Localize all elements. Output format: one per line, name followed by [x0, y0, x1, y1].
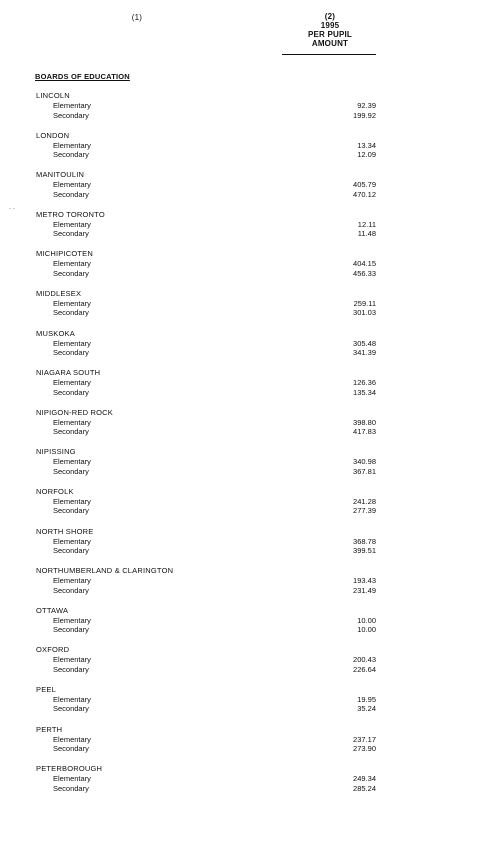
board-entry	[0, 131, 488, 171]
board-row	[53, 308, 488, 317]
per-pupil-amount: 12.11	[357, 219, 376, 229]
board-entry	[0, 368, 488, 408]
board-row	[53, 744, 488, 753]
row-label: Elementary	[53, 298, 91, 308]
row-label: Secondary	[53, 189, 89, 199]
board-row	[53, 190, 488, 199]
header-underline	[282, 54, 376, 55]
per-pupil-amount: 367.81	[353, 466, 376, 476]
board-name: OXFORD	[36, 645, 70, 655]
per-pupil-amount: 126.36	[353, 378, 376, 388]
board-name: NORTH SHORE	[36, 526, 94, 536]
per-pupil-amount: 231.49	[353, 585, 376, 595]
board-entry	[0, 645, 488, 685]
per-pupil-amount: 237.17	[353, 734, 376, 744]
per-pupil-amount: 193.43	[353, 576, 376, 586]
board-row	[53, 576, 488, 585]
row-label: Secondary	[53, 585, 89, 595]
board-row	[53, 299, 488, 308]
per-pupil-amount: 11.48	[357, 229, 376, 239]
board-name: PERTH	[36, 724, 63, 734]
row-label: Elementary	[53, 496, 91, 506]
column-2-year: 1995	[320, 21, 340, 30]
board-row	[53, 220, 488, 229]
board-row	[53, 229, 488, 238]
board-name: LONDON	[36, 130, 70, 140]
board-row	[53, 467, 488, 476]
board-entry	[0, 606, 488, 646]
row-label: Elementary	[53, 615, 91, 625]
board-name: MUSKOKA	[36, 328, 75, 338]
board-entry	[0, 527, 488, 567]
per-pupil-amount: 417.83	[353, 427, 376, 437]
board-entry	[0, 487, 488, 527]
board-name: PETERBOROUGH	[36, 764, 103, 774]
per-pupil-amount: 470.12	[353, 189, 376, 199]
per-pupil-amount: 405.79	[353, 180, 376, 190]
row-label: Elementary	[53, 457, 91, 467]
board-row	[53, 655, 488, 664]
per-pupil-amount: 135.34	[353, 387, 376, 397]
row-label: Secondary	[53, 744, 89, 753]
board-row	[53, 497, 488, 506]
board-entry	[0, 210, 488, 250]
board-row	[53, 339, 488, 348]
per-pupil-amount: 285.24	[353, 783, 376, 793]
board-row	[53, 704, 488, 713]
board-entry	[0, 447, 488, 487]
row-label: Elementary	[53, 774, 91, 784]
row-label: Secondary	[53, 308, 89, 318]
row-label: Elementary	[53, 417, 91, 427]
row-label: Elementary	[53, 536, 91, 546]
row-label: Secondary	[53, 466, 89, 476]
row-label: Secondary	[53, 704, 89, 714]
per-pupil-amount: 273.90	[353, 744, 376, 753]
board-name: NIPISSING	[36, 447, 76, 457]
column-2-header	[300, 12, 360, 48]
per-pupil-amount: 399.51	[353, 546, 376, 556]
per-pupil-amount: 199.92	[353, 110, 376, 120]
row-label: Secondary	[53, 229, 89, 239]
per-pupil-amount: 12.09	[357, 150, 376, 160]
per-pupil-amount: 249.34	[353, 774, 376, 784]
per-pupil-amount: 301.03	[353, 308, 376, 318]
board-name: NIPIGON-RED ROCK	[36, 407, 113, 417]
board-row	[53, 546, 488, 555]
board-row	[53, 506, 488, 515]
board-row	[53, 457, 488, 466]
row-label: Elementary	[53, 734, 91, 744]
row-label: Elementary	[53, 576, 91, 586]
per-pupil-amount: 259.11	[353, 298, 376, 308]
per-pupil-amount: 456.33	[353, 268, 376, 278]
board-entry	[0, 329, 488, 369]
board-row	[53, 537, 488, 546]
per-pupil-amount: 10.00	[357, 625, 376, 635]
boards-list	[0, 91, 488, 804]
board-entry	[0, 170, 488, 210]
board-name: OTTAWA	[36, 605, 69, 615]
board-entry	[0, 764, 488, 804]
board-row	[53, 735, 488, 744]
row-label: Elementary	[53, 655, 91, 665]
board-row	[53, 141, 488, 150]
row-label: Elementary	[53, 101, 91, 110]
row-label: Secondary	[53, 110, 89, 120]
column-1-header: (1)	[131, 13, 143, 22]
row-label: Elementary	[53, 180, 91, 190]
per-pupil-amount: 35.24	[357, 704, 376, 714]
row-label: Secondary	[53, 506, 89, 516]
row-label: Elementary	[53, 219, 91, 229]
row-label: Secondary	[53, 427, 89, 437]
board-row	[53, 269, 488, 278]
per-pupil-amount: 277.39	[353, 506, 376, 516]
board-row	[53, 586, 488, 595]
board-entry	[0, 91, 488, 131]
board-entry	[0, 408, 488, 448]
board-row	[53, 695, 488, 704]
board-row	[53, 784, 488, 793]
per-pupil-amount: 92.39	[357, 101, 376, 110]
board-row	[53, 101, 488, 110]
board-name: METRO TORONTO	[36, 209, 105, 219]
per-pupil-amount: 404.15	[353, 259, 376, 269]
board-row	[53, 774, 488, 783]
per-pupil-amount: 305.48	[353, 338, 376, 348]
column-2-amount: AMOUNT	[311, 39, 349, 48]
row-label: Secondary	[53, 150, 89, 160]
board-entry	[0, 685, 488, 725]
per-pupil-amount: 340.98	[353, 457, 376, 467]
board-row	[53, 418, 488, 427]
row-label: Secondary	[53, 664, 89, 674]
per-pupil-amount: 398.80	[353, 417, 376, 427]
board-name: MANITOULIN	[36, 170, 85, 180]
per-pupil-amount: 200.43	[353, 655, 376, 665]
board-entry	[0, 566, 488, 606]
board-row	[53, 665, 488, 674]
row-label: Secondary	[53, 546, 89, 556]
row-label: Secondary	[53, 268, 89, 278]
board-row	[53, 180, 488, 189]
board-row	[53, 150, 488, 159]
board-row	[53, 388, 488, 397]
row-label: Elementary	[53, 694, 91, 704]
board-row	[53, 427, 488, 436]
row-label: Secondary	[53, 625, 89, 635]
per-pupil-amount: 241.28	[353, 496, 376, 506]
column-2-per-pupil: PER PUPIL	[307, 30, 353, 39]
per-pupil-amount: 19.95	[357, 694, 376, 704]
board-name: MICHIPICOTEN	[36, 249, 93, 259]
board-name: NORFOLK	[36, 486, 74, 496]
per-pupil-amount: 341.39	[353, 348, 376, 358]
board-name: NIAGARA SOUTH	[36, 368, 101, 378]
board-name: MIDDLESEX	[36, 288, 82, 298]
section-title: BOARDS OF EDUCATION	[35, 72, 130, 81]
per-pupil-amount: 368.78	[353, 536, 376, 546]
board-row	[53, 111, 488, 120]
per-pupil-amount: 10.00	[357, 615, 376, 625]
board-name: NORTHUMBERLAND & CLARINGTON	[36, 566, 174, 576]
board-row	[53, 348, 488, 357]
per-pupil-amount: 226.64	[353, 664, 376, 674]
board-name: LINCOLN	[36, 91, 70, 100]
column-2-number: (2)	[324, 12, 336, 21]
row-label: Secondary	[53, 387, 89, 397]
row-label: Secondary	[53, 783, 89, 793]
row-label: Elementary	[53, 140, 91, 150]
board-entry	[0, 249, 488, 289]
board-row	[53, 616, 488, 625]
board-row	[53, 378, 488, 387]
per-pupil-amount: 13.34	[357, 140, 376, 150]
board-row	[53, 625, 488, 634]
board-entry	[0, 289, 488, 329]
scan-mark: . .	[9, 204, 15, 211]
board-row	[53, 259, 488, 268]
row-label: Elementary	[53, 338, 91, 348]
board-name: PEEL	[36, 684, 56, 694]
row-label: Elementary	[53, 378, 91, 388]
row-label: Elementary	[53, 259, 91, 269]
board-entry	[0, 725, 488, 765]
row-label: Secondary	[53, 348, 89, 358]
